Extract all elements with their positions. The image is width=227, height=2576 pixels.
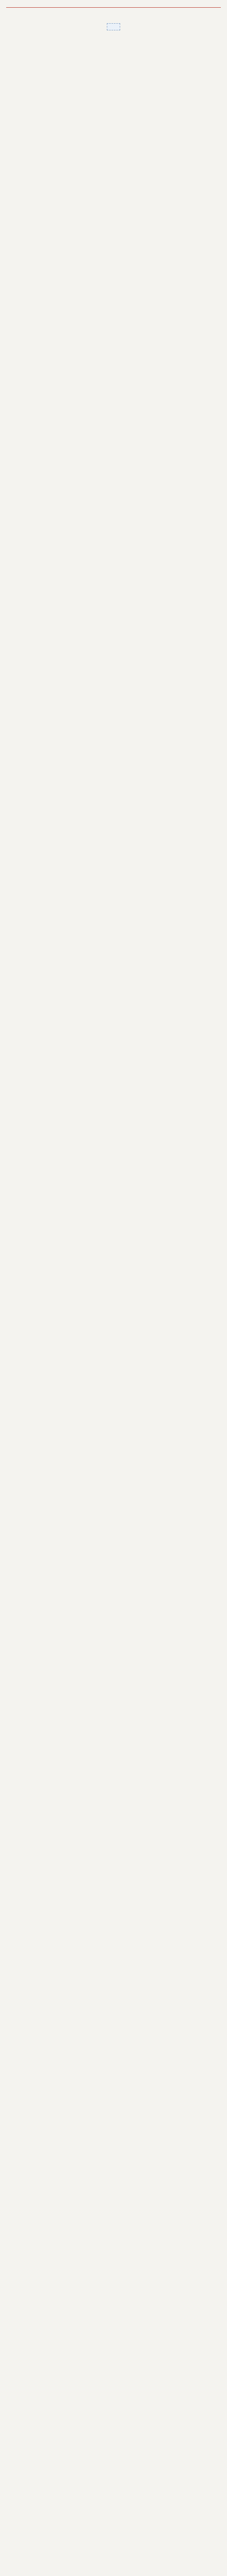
title-divider [6,7,221,8]
article-title [0,0,227,7]
inline-banner[interactable] [6,12,221,42]
banner-caption[interactable] [107,23,120,30]
article-body [0,12,227,42]
